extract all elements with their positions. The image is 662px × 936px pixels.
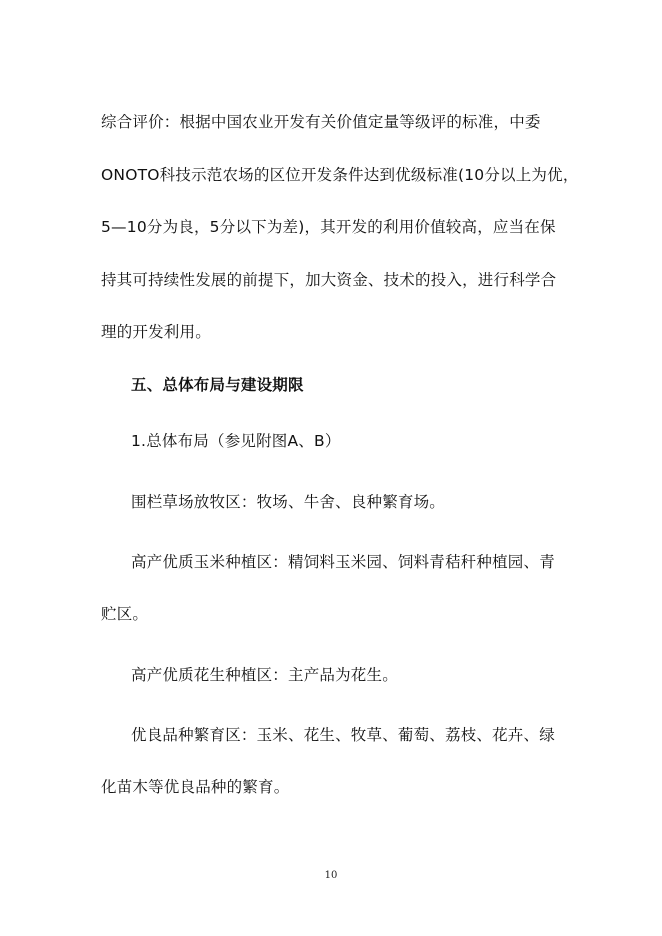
subsection-heading: 1.总体布局（参见附图A、B）: [131, 432, 341, 450]
corn-zone-line-2: 贮区。: [101, 605, 149, 623]
peanut-zone-line: 高产优质花生种植区：主产品为花生。: [131, 666, 398, 684]
breeding-zone-line-1: 优良品种繁育区：玉米、花生、牧草、葡萄、荔枝、花卉、绿: [131, 726, 555, 744]
page-number: 10: [324, 870, 338, 881]
evaluation-line-4: 持其可持续性发展的前提下，加大资金、技术的投入，进行科学合: [101, 271, 557, 289]
grazing-zone-line: 围栏草场放牧区：牧场、牛舍、良种繁育场。: [131, 493, 446, 511]
breeding-zone-line-2: 化苗木等优良品种的繁育。: [101, 778, 290, 796]
evaluation-line-5: 理的开发利用。: [101, 323, 211, 341]
evaluation-line-1: 综合评价：根据中国农业开发有关价值定量等级评的标准，中委: [101, 113, 541, 131]
evaluation-line-3: 5—10分为良，5分以下为差)，其开发的利用价值较高，应当在保: [101, 218, 556, 236]
section-heading: 五、总体布局与建设期限: [131, 376, 304, 394]
evaluation-line-2: ONOTO科技示范农场的区位开发条件达到优级标准(10分以上为优，: [101, 166, 579, 184]
corn-zone-line-1: 高产优质玉米种植区：精饲料玉米园、饲料青秸秆种植园、青: [131, 553, 555, 571]
